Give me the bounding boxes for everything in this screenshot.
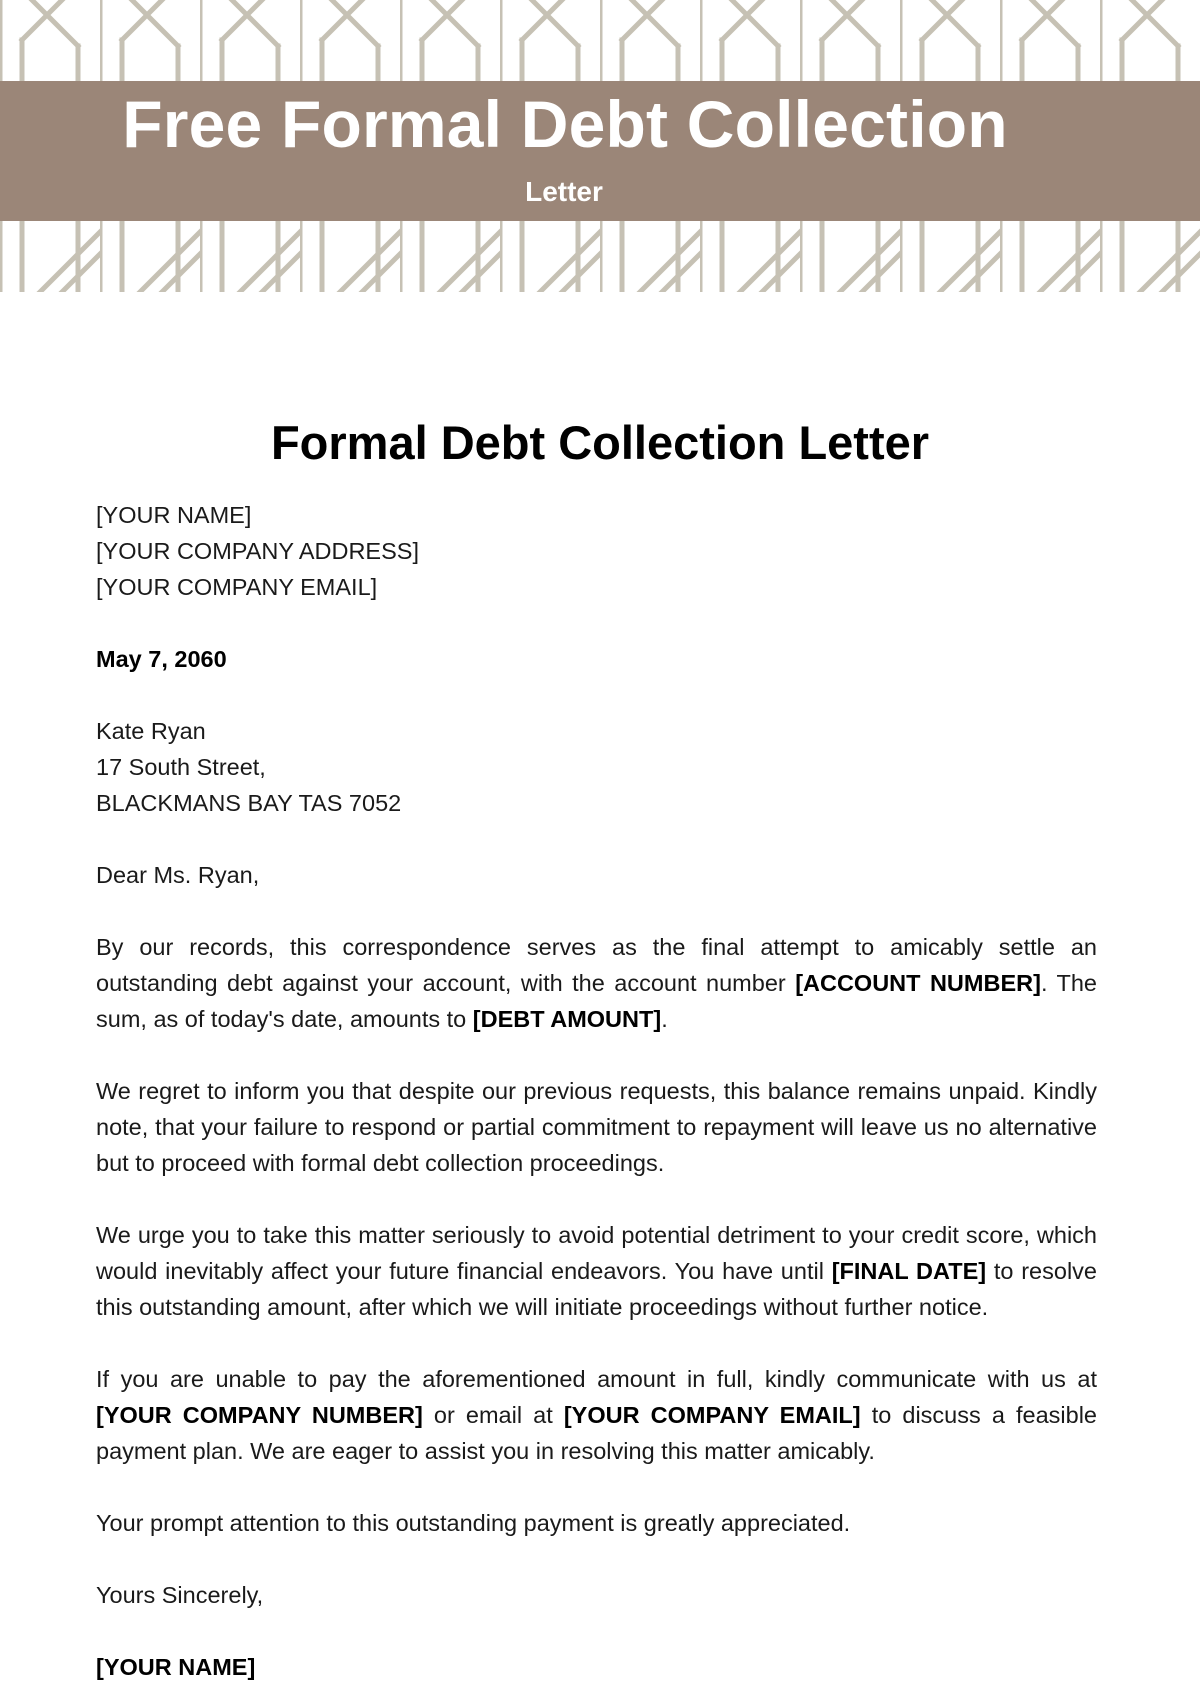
recipient-street: 17 South Street, [96, 754, 266, 780]
paragraph-urge [96, 1217, 1097, 1325]
placeholder-final-date: [FINAL DATE] [831, 1258, 987, 1284]
paragraph-text: By our records, this correspondence serves as the final attempt to amicably settle an outstanding debt against your account, with the account number [96, 934, 1097, 996]
paragraph-text: to resolve this outstanding amount, after which we will initiate proceedings without further notice. [96, 1258, 1097, 1320]
placeholder-debt-amount: [DEBT AMOUNT] [472, 1006, 662, 1032]
paragraph-appreciation: Your prompt attention to this outstanding payment is greatly appreciated. [96, 1510, 851, 1536]
recipient-block [96, 713, 1097, 821]
header-banner [0, 0, 1200, 292]
salutation: Dear Ms. Ryan, [96, 862, 260, 888]
letter-date: May 7, 2060 [96, 646, 227, 672]
paragraph-contact [96, 1361, 1097, 1469]
signature-name: [YOUR NAME] [96, 1654, 256, 1680]
banner-title: Free Formal Debt Collection [122, 87, 1008, 161]
date-block [96, 641, 1097, 677]
letter-title: Formal Debt Collection Letter [270, 416, 930, 469]
paragraph-text: If you are unable to pay the aforementioned amount in full, kindly communicate with us at [96, 1366, 1097, 1392]
closing: Yours Sincerely, [96, 1582, 264, 1608]
paragraph-text: to discuss a feasible payment plan. We are eager to assist you in resolving this matter amicably. [96, 1402, 1097, 1464]
paragraph-regret: We regret to inform you that despite our previous requests, this balance remains unpaid. Kindly note, that your failure to respond or partial commitment to repayment will leave us no alternative but to proceed with formal debt collection proceedings. [96, 1078, 1097, 1176]
paragraph-text: . The sum, as of today's date, amounts to [96, 970, 1097, 1032]
sender-address: [YOUR COMPANY ADDRESS] [96, 538, 419, 564]
placeholder-company-number: [YOUR COMPANY NUMBER] [96, 1402, 423, 1428]
placeholder-account-number: [ACCOUNT NUMBER] [795, 970, 1041, 996]
banner-subtitle: Letter [525, 176, 603, 207]
sender-name: [YOUR NAME] [96, 502, 252, 528]
paragraph-text: or email at [422, 1402, 564, 1428]
sender-block [96, 497, 1097, 605]
paragraph-account [96, 929, 1097, 1037]
paragraph-text: We urge you to take this matter seriously to avoid potential detriment to your credit score, which would inevitably affect your future financial endeavors. You have until [96, 1222, 1097, 1284]
placeholder-company-email: [YOUR COMPANY EMAIL] [563, 1402, 861, 1428]
paragraph-text: . [661, 1006, 668, 1032]
sender-email: [YOUR COMPANY EMAIL] [96, 574, 378, 600]
recipient-city: BLACKMANS BAY TAS 7052 [96, 790, 402, 816]
recipient-name: Kate Ryan [96, 718, 206, 744]
letter-body [96, 497, 1097, 1685]
